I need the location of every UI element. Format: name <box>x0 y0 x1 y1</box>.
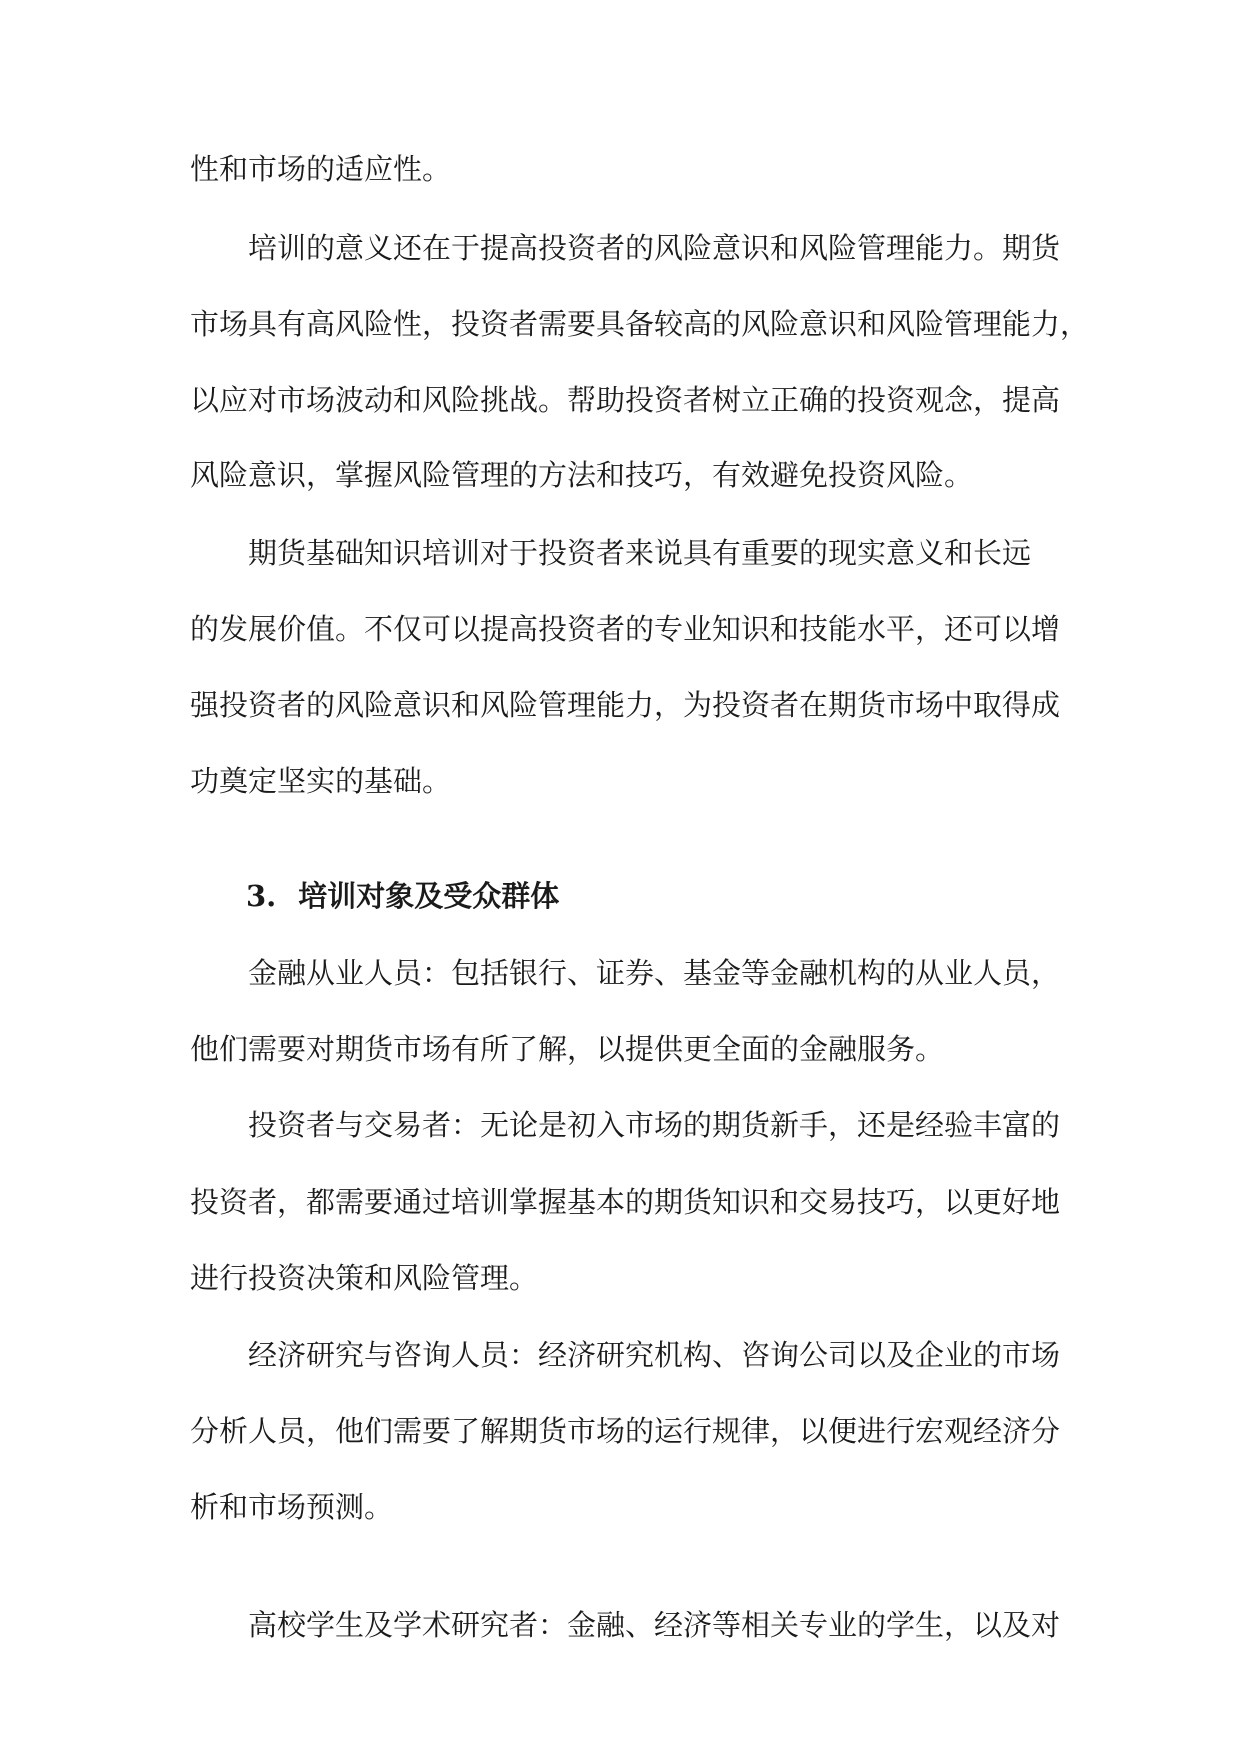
paragraph-line: 以应对市场波动和风险挑战。帮助投资者树立正确的投资观念，提高 <box>190 383 1061 417</box>
paragraph-line: 市场具有高风险性，投资者需要具备较高的风险意识和风险管理能力， <box>190 307 1090 341</box>
paragraph-line: 析和市场预测。 <box>190 1490 394 1524</box>
section-title: 培训对象及受众群体 <box>298 879 560 913</box>
paragraph-first-line: 期货基础知识培训对于投资者来说具有重要的现实意义和长远 <box>248 536 1032 570</box>
paragraph-line: 风险意识，掌握风险管理的方法和技巧，有效避免投资风险。 <box>190 458 974 492</box>
section-heading <box>246 874 1241 918</box>
paragraph-line: 强投资者的风险意识和风险管理能力，为投资者在期货市场中取得成 <box>190 688 1061 722</box>
paragraph-first-line: 经济研究与咨询人员：经济研究机构、咨询公司以及企业的市场 <box>248 1338 1061 1372</box>
paragraph-line: 功奠定坚实的基础。 <box>190 764 452 798</box>
paragraph-line: 性和市场的适应性。 <box>190 152 452 186</box>
paragraph-line: 投资者，都需要通过培训掌握基本的期货知识和交易技巧，以更好地 <box>190 1185 1061 1219</box>
paragraph-first-line: 培训的意义还在于提高投资者的风险意识和风险管理能力。期货 <box>248 231 1061 265</box>
section-number: 3. <box>246 879 277 913</box>
paragraph-first-line: 金融从业人员：包括银行、证券、基金等金融机构的从业人员， <box>248 956 1061 990</box>
paragraph-first-line: 投资者与交易者：无论是初入市场的期货新手，还是经验丰富的 <box>248 1108 1061 1142</box>
paragraph-line: 分析人员，他们需要了解期货市场的运行规律，以便进行宏观经济分 <box>190 1414 1061 1448</box>
paragraph-line: 的发展价值。不仅可以提高投资者的专业知识和技能水平，还可以增 <box>190 612 1061 646</box>
paragraph-first-line: 高校学生及学术研究者：金融、经济等相关专业的学生，以及对 <box>248 1608 1061 1642</box>
paragraph-line: 他们需要对期货市场有所了解，以提供更全面的金融服务。 <box>190 1032 945 1066</box>
paragraph-line: 进行投资决策和风险管理。 <box>190 1261 539 1295</box>
